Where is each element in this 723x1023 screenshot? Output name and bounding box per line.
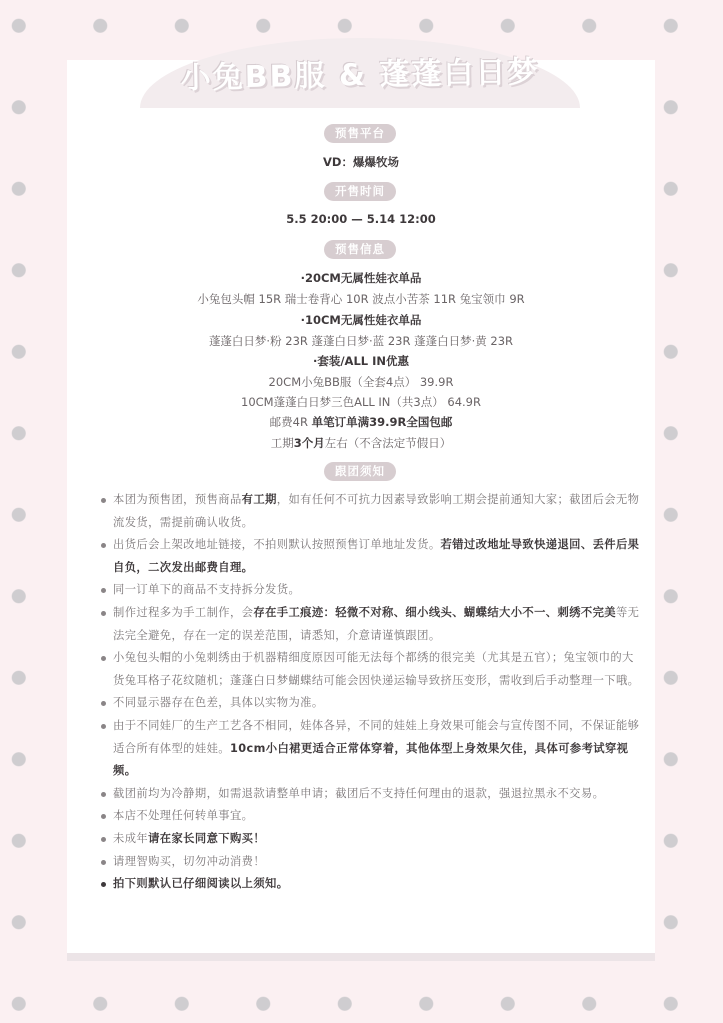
- section-label-rules: 跟团须知: [324, 462, 396, 481]
- info-heading-set: ·套装/ALL IN优惠: [312, 354, 410, 368]
- rules-list: [100, 489, 640, 896]
- list-item: 同一订单下的商品不支持拆分发货。: [100, 579, 640, 602]
- info-set-20cm: 20CM小兔BB服（全套4点） 39.9R: [268, 375, 454, 389]
- section-label-platform: 预售平台: [324, 124, 396, 143]
- page-title: 小兔BB服 & 蓬蓬白日梦: [180, 54, 540, 97]
- sale-time-text: 5.5 20:00 — 5.14 12:00: [286, 212, 436, 226]
- list-item: 请理智购买，切勿冲动消费！: [100, 851, 640, 874]
- info-shipping: 邮费4R 单笔订单满39.9R全国包邮: [269, 415, 453, 429]
- list-item: 由于不同娃厂的生产工艺各不相同，娃体各异，不同的娃娃上身效果可能会与宣传图不同，不保证能够适合所有体型的娃娃。10cm小白裙更适合正常体穿着，其他体型上身效果欠佳，具体可参考试穿视频。: [100, 715, 640, 783]
- info-set-10cm: 10CM蓬蓬白日梦三色ALL IN（共3点） 64.9R: [241, 395, 481, 409]
- info-lead-time: 工期3个月左右（不含法定节假日）: [270, 436, 452, 450]
- info-heading-20cm: ·20CM无属性娃衣单品: [300, 271, 422, 285]
- info-heading-10cm: ·10CM无属性娃衣单品: [300, 313, 422, 327]
- platform-text: VD：爆爆牧场: [323, 155, 399, 169]
- list-item: 出货后会上架改地址链接，不拍则默认按照预售订单地址发货。若错过改地址导致快递退回、丢件后果自负，二次发出邮费自理。: [100, 534, 640, 579]
- list-item: 本团为预售团，预售商品有工期，如有任何不可抗力因素导致影响工期会提前通知大家；截团后会无物流发货，需提前确认收货。: [100, 489, 640, 534]
- list-item: 不同显示器存在色差，具体以实物为准。: [100, 692, 640, 715]
- list-item: 小兔包头帽的小兔刺绣由于机器精细度原因可能无法每个都绣的很完美（尤其是五官）；兔宝领巾的大货兔耳格子花纹随机；蓬蓬白日梦蝴蝶结可能会因快递运输导致挤压变形，需收到后手动整理一下哦。: [100, 647, 640, 692]
- section-label-time: 开售时间: [324, 182, 396, 201]
- list-item: 截团前均为冷静期，如需退款请整单申请；截团后不支持任何理由的退款，强退拉黑永不交易。: [100, 783, 640, 806]
- section-label-info: 预售信息: [324, 240, 396, 259]
- list-item: 制作过程多为手工制作，会存在手工痕迹：轻微不对称、细小线头、蝴蝶结大小不一、刺绣不完美等无法完全避免，存在一定的误差范围，请悉知，介意请谨慎跟团。: [100, 602, 640, 647]
- info-items-10cm: 蓬蓬白日梦·粉 23R 蓬蓬白日梦·蓝 23R 蓬蓬白日梦·黄 23R: [208, 334, 514, 348]
- list-item: 本店不处理任何转单事宜。: [100, 805, 640, 828]
- info-items-20cm: 小兔包头帽 15R 瑞士卷背心 10R 波点小苦茶 11R 兔宝领巾 9R: [197, 292, 525, 306]
- list-item: 未成年请在家长同意下购买！: [100, 828, 640, 851]
- list-item: 拍下则默认已仔细阅读以上须知。: [100, 873, 640, 896]
